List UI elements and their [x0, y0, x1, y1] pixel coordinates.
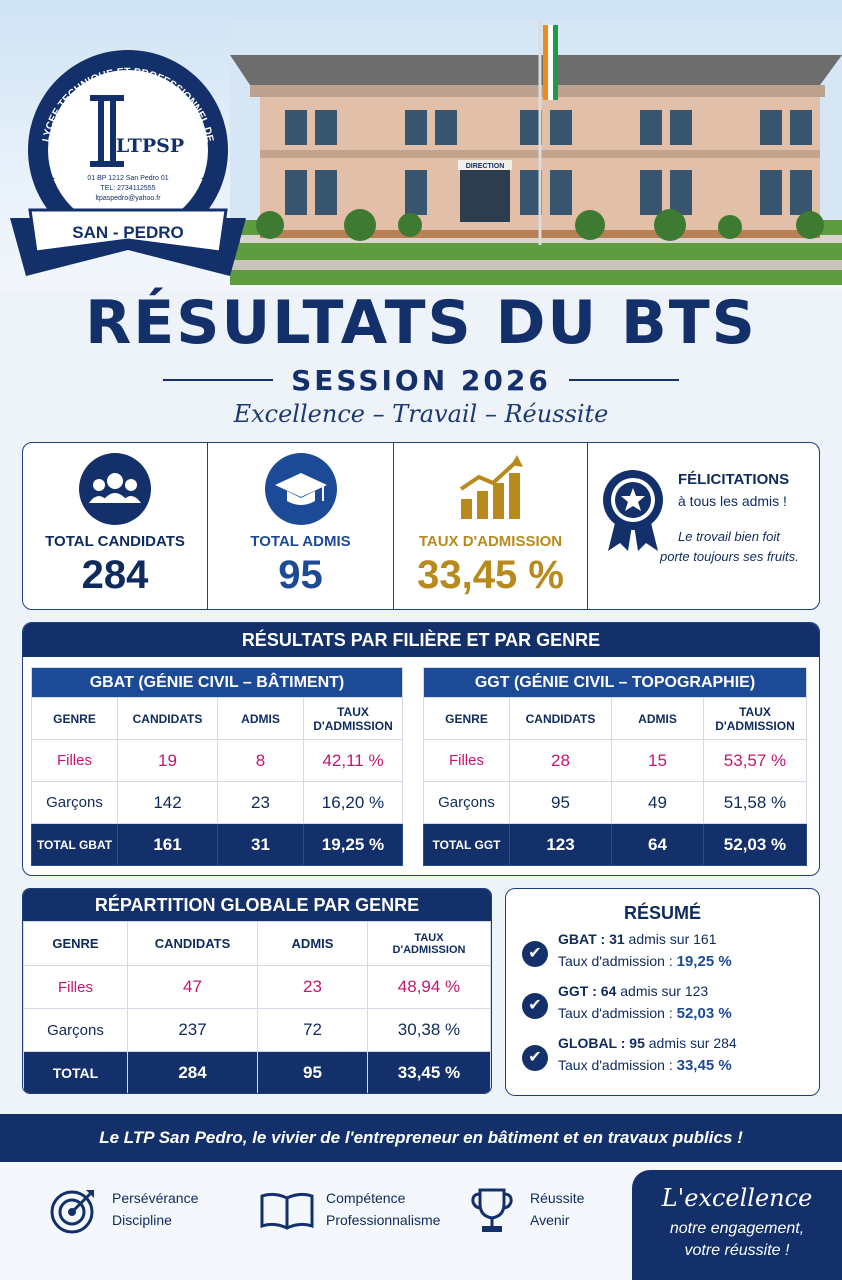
stat-label: TOTAL CANDIDATS	[45, 533, 185, 550]
cell-taux: 53,57 %	[704, 740, 807, 782]
col-candidats: CANDIDATS	[128, 922, 258, 966]
footer-item-perseverance	[50, 1184, 240, 1244]
cell-genre: TOTAL GBAT	[32, 824, 118, 866]
resume-taux-label: Taux d'admission :	[558, 1057, 677, 1073]
cell-genre: Garçons	[24, 1009, 128, 1052]
footer-item-competence	[260, 1184, 460, 1244]
col-candidats: CANDIDATS	[510, 698, 612, 740]
ggt-table	[423, 667, 807, 866]
school-building-photo	[230, 20, 842, 285]
logo-tel: TEL: 2734112555	[100, 185, 156, 192]
cell-admis: 95	[258, 1052, 368, 1095]
stat-value: 95	[278, 553, 323, 597]
cell-candidats: 161	[118, 824, 218, 866]
bar-chart-growth-icon	[455, 453, 527, 525]
stat-total-candidats	[23, 443, 208, 609]
resume-admis: 31	[609, 931, 625, 947]
resume-line	[558, 931, 716, 947]
felicitations-quote-1: Le trovail bien foit	[678, 529, 780, 544]
cell-candidats: 47	[128, 966, 258, 1009]
stat-taux-admission	[394, 443, 588, 609]
stat-label: TOTAL ADMIS	[250, 533, 351, 550]
cell-candidats: 123	[510, 824, 612, 866]
check-circle-icon: ✔	[522, 1045, 548, 1071]
direction-sign: DIRECTION	[465, 163, 505, 170]
resume-line	[558, 983, 708, 999]
cell-candidats: 19	[118, 740, 218, 782]
cell-admis: 8	[218, 740, 304, 782]
logo-city: SAN - PEDRO	[72, 223, 184, 242]
table-row-total	[24, 1052, 491, 1095]
table-row	[24, 1009, 491, 1052]
cell-genre: Garçons	[424, 782, 510, 824]
excellence-line1: notre engagement,	[669, 1220, 805, 1237]
stat-total-admis	[208, 443, 394, 609]
slogan-banner: Le LTP San Pedro, le vivier de l'entrepreneur en bâtiment et en travaux publics !	[0, 1114, 842, 1162]
resume-item-gbat	[522, 931, 812, 981]
logo-address: 01 BP 1212 San Pedro 01	[87, 175, 169, 182]
footer-line1: Réussite	[530, 1190, 585, 1206]
cell-admis: 72	[258, 1009, 368, 1052]
resume-text: admis sur 123	[616, 983, 709, 999]
cell-taux: 52,03 %	[704, 824, 807, 866]
resume-item-ggt	[522, 983, 812, 1033]
resume-name: GLOBAL :	[558, 1035, 626, 1051]
col-admis: ADMIS	[258, 922, 368, 966]
group-icon	[79, 453, 151, 525]
table-row-total	[424, 824, 807, 866]
header-hero	[0, 0, 842, 290]
motto: Excellence – Travail – Réussite	[233, 400, 609, 428]
award-badge-icon	[602, 469, 664, 553]
cell-admis: 23	[218, 782, 304, 824]
resume-text: admis sur 161	[624, 931, 717, 947]
stats-panel	[22, 442, 820, 610]
excellence-line2: votre réussite !	[684, 1242, 790, 1259]
cell-genre: Garçons	[32, 782, 118, 824]
col-admis: ADMIS	[218, 698, 304, 740]
ggt-caption: GGT (GÉNIE CIVIL – TOPOGRAPHIE)	[424, 668, 807, 698]
cell-candidats: 237	[128, 1009, 258, 1052]
check-circle-icon: ✔	[522, 941, 548, 967]
resume-item-global	[522, 1035, 812, 1085]
felicitations-subtitle: à tous les admis !	[678, 493, 787, 509]
session-label: SESSION 2026	[291, 363, 551, 397]
cell-candidats: 28	[510, 740, 612, 782]
target-icon	[50, 1188, 96, 1234]
cell-taux: 51,58 %	[704, 782, 807, 824]
cell-genre: Filles	[24, 966, 128, 1009]
col-taux-line1: TAUX	[739, 704, 771, 719]
cell-admis: 23	[258, 966, 368, 1009]
cell-genre: Filles	[32, 740, 118, 782]
filiere-title: RÉSULTATS PAR FILIÈRE ET PAR GENRE	[23, 623, 819, 657]
resume-taux: 52,03 %	[676, 1005, 732, 1022]
table-row	[424, 740, 807, 782]
cell-taux: 48,94 %	[368, 966, 491, 1009]
cell-taux: 33,45 %	[368, 1052, 491, 1095]
graduation-cap-icon	[265, 453, 337, 525]
cell-candidats: 142	[118, 782, 218, 824]
trophy-icon	[470, 1186, 514, 1236]
col-taux	[704, 698, 807, 740]
resume-taux: 19,25 %	[676, 953, 732, 970]
filiere-panel	[22, 622, 820, 876]
gbat-caption: GBAT (GÉNIE CIVIL – BÂTIMENT)	[32, 668, 403, 698]
table-row	[24, 966, 491, 1009]
cell-genre: TOTAL	[24, 1052, 128, 1095]
gbat-table	[31, 667, 403, 866]
check-circle-icon: ✔	[522, 993, 548, 1019]
resume-text: admis sur 284	[644, 1035, 737, 1051]
cell-candidats: 284	[128, 1052, 258, 1095]
book-icon	[260, 1190, 314, 1232]
resume-taux-label: Taux d'admission :	[558, 953, 677, 969]
col-taux	[304, 698, 403, 740]
divider	[163, 379, 273, 381]
col-taux-line2: D'ADMISSION	[392, 943, 466, 956]
resume-name: GGT :	[558, 983, 597, 999]
resume-taux-line	[558, 1005, 732, 1022]
cell-taux: 42,11 %	[304, 740, 403, 782]
logo-acronym: LTPSP	[115, 135, 185, 157]
resume-line	[558, 1035, 737, 1051]
cell-admis: 31	[218, 824, 304, 866]
col-taux-line2: D'ADMISSION	[715, 718, 795, 733]
logo-email: ltpaspedro@yahoo.fr	[95, 195, 161, 202]
cell-taux: 16,20 %	[304, 782, 403, 824]
table-row-total	[32, 824, 403, 866]
resume-taux-line	[558, 953, 732, 970]
cell-taux: 30,38 %	[368, 1009, 491, 1052]
page-title: RÉSULTATS DU BTS	[85, 288, 757, 358]
school-logo	[10, 40, 246, 280]
col-taux-line1: TAUX	[414, 931, 444, 944]
logo-arc-text: LYCEE TECHNIQUE ET PROFESSIONNEL DE	[40, 65, 216, 143]
resume-admis: 95	[629, 1035, 645, 1051]
cell-taux: 19,25 %	[304, 824, 403, 866]
resume-taux-line	[558, 1057, 732, 1074]
resume-panel	[505, 888, 820, 1096]
divider	[569, 379, 679, 381]
footer-line2: Professionnalisme	[326, 1212, 441, 1228]
stat-value: 33,45 %	[417, 553, 564, 597]
table-row	[32, 740, 403, 782]
cell-admis: 15	[612, 740, 704, 782]
col-taux-line2: D'ADMISSION	[313, 718, 393, 733]
col-genre: GENRE	[24, 922, 128, 966]
felicitations-quote-2: porte toujours ses fruits.	[660, 549, 799, 564]
repartition-title: RÉPARTITION GLOBALE PAR GENRE	[23, 889, 491, 921]
cell-genre: TOTAL GGT	[424, 824, 510, 866]
resume-taux-label: Taux d'admission :	[558, 1005, 677, 1021]
resume-title: RÉSUMÉ	[623, 903, 701, 923]
table-row	[424, 782, 807, 824]
repartition-panel	[22, 888, 492, 1094]
session-row	[0, 362, 842, 398]
col-candidats: CANDIDATS	[118, 698, 218, 740]
col-taux-line1: TAUX	[337, 704, 369, 719]
cell-admis: 49	[612, 782, 704, 824]
col-admis: ADMIS	[612, 698, 704, 740]
table-row	[32, 782, 403, 824]
col-taux	[368, 922, 491, 966]
felicitations-title: FÉLICITATIONS	[678, 471, 790, 488]
excellence-card	[632, 1170, 842, 1280]
stat-value: 284	[81, 553, 149, 597]
footer-item-reussite	[470, 1184, 630, 1244]
col-genre: GENRE	[32, 698, 118, 740]
cell-admis: 64	[612, 824, 704, 866]
footer-line1: Compétence	[326, 1190, 406, 1206]
col-genre: GENRE	[424, 698, 510, 740]
footer-line2: Avenir	[530, 1212, 570, 1228]
resume-taux: 33,45 %	[676, 1057, 732, 1074]
felicitations-card	[588, 443, 818, 609]
cell-genre: Filles	[424, 740, 510, 782]
footer-line2: Discipline	[112, 1212, 172, 1228]
resume-name: GBAT :	[558, 931, 606, 947]
repartition-table	[23, 921, 491, 1094]
cell-candidats: 95	[510, 782, 612, 824]
excellence-title: L'excellence	[661, 1184, 813, 1212]
resume-admis: 64	[600, 983, 617, 999]
footer-line1: Persévérance	[112, 1190, 199, 1206]
stat-label: TAUX D'ADMISSION	[418, 533, 563, 550]
